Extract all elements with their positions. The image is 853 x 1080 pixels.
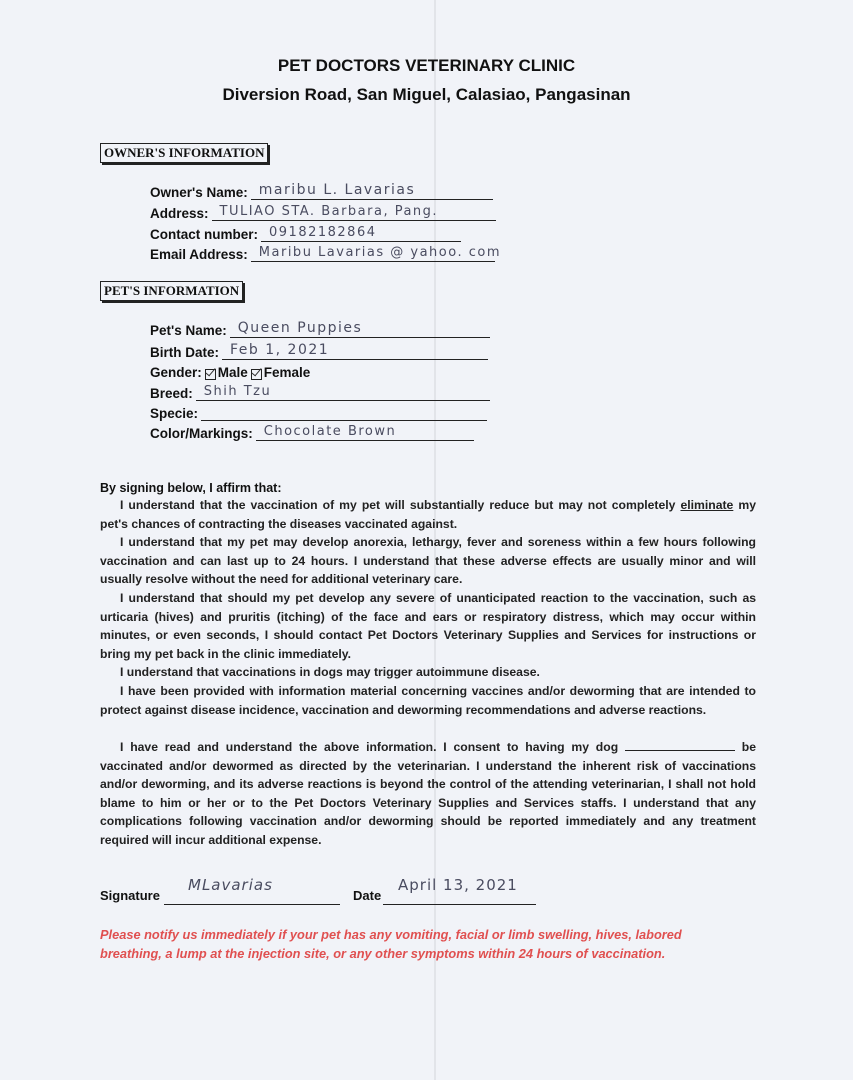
signature-label: Signature bbox=[100, 888, 160, 903]
pet-name-row bbox=[150, 318, 490, 338]
birth-date-field[interactable] bbox=[222, 341, 488, 360]
consent-paragraph-1 bbox=[100, 496, 756, 533]
birth-date-value: Feb 1, 2021 bbox=[230, 342, 330, 358]
signature-value: MLavarias bbox=[188, 876, 273, 894]
pet-name-value: Queen Puppies bbox=[237, 320, 363, 336]
clinic-address: Diversion Road, San Miguel, Calasiao, Pangasinan bbox=[222, 85, 631, 104]
gender-row bbox=[150, 360, 310, 380]
male-checkbox[interactable] bbox=[205, 369, 216, 380]
color-label: Color/Markings: bbox=[150, 426, 253, 441]
owner-name-field[interactable] bbox=[251, 181, 493, 200]
breed-value: Shih Tzu bbox=[203, 384, 272, 399]
consent-paragraph-5: I have been provided with information material concerning vaccines and/or deworming that are intended to protect against disease incidence, vaccination and deworming recommendations and adverse reactions. bbox=[100, 684, 756, 717]
pet-section-label: PET'S INFORMATION bbox=[100, 281, 243, 301]
contact-label: Contact number: bbox=[150, 227, 258, 242]
breed-field[interactable] bbox=[196, 382, 490, 401]
email-label: Email Address: bbox=[150, 247, 248, 262]
consent-paragraph-3: I understand that should my pet develop any severe of unanticipated reaction to the vaccination, such as urticaria (hives) and pruritis (itching) of the face and ears or respiratory distress, which may occur within minutes, or even seconds, I should contact Pet Doctors Veterinary Supplies and Services for instructions or bring my pet back in the clinic immediately. bbox=[100, 591, 756, 661]
breed-row bbox=[150, 381, 490, 401]
contact-field[interactable] bbox=[261, 223, 461, 242]
owner-name-label: Owner's Name: bbox=[150, 185, 248, 200]
clinic-name: PET DOCTORS VETERINARY CLINIC bbox=[277, 56, 576, 75]
pet-name-label: Pet's Name: bbox=[150, 323, 227, 338]
consent-paragraph-4: I understand that vaccinations in dogs may trigger autoimmune disease. bbox=[120, 665, 540, 679]
contact-row bbox=[150, 222, 461, 242]
color-value: Chocolate Brown bbox=[263, 424, 397, 439]
date-value: April 13, 2021 bbox=[398, 876, 518, 894]
email-field[interactable] bbox=[251, 243, 501, 262]
owner-name-row bbox=[150, 180, 493, 200]
female-label: Female bbox=[263, 365, 311, 380]
female-checkbox[interactable] bbox=[251, 369, 262, 380]
breed-label: Breed: bbox=[150, 386, 193, 401]
consent-paragraph-2: I understand that my pet may develop anorexia, lethargy, fever and soreness within a few hours following vaccination and can last up to 24 hours. I understand that these adverse effects are usually minor and will usually resolve without the need for additional veterinary care. bbox=[100, 535, 756, 586]
consent-p6-start: I have read and understand the above information. I consent to having my dog bbox=[120, 740, 619, 754]
specie-field[interactable] bbox=[201, 402, 487, 421]
gender-label: Gender: bbox=[150, 365, 202, 380]
address-field[interactable] bbox=[212, 202, 496, 221]
contact-value: 09182182864 bbox=[269, 225, 377, 240]
color-row bbox=[150, 421, 474, 441]
date-label: Date bbox=[353, 888, 382, 903]
email-row bbox=[150, 242, 501, 262]
address-label: Address: bbox=[150, 206, 209, 221]
address-value: TULIAO STA. Barbara, Pang. bbox=[219, 204, 439, 219]
owner-name-value: maribu L. Lavarias bbox=[258, 182, 416, 198]
pet-name-field[interactable] bbox=[230, 319, 490, 338]
consent-p1-start: I understand that the vaccination of my pet will substantially reduce but may not completely bbox=[120, 498, 676, 512]
address-row bbox=[150, 201, 496, 221]
consent-paragraph-6 bbox=[100, 738, 756, 849]
notice-text: Please notify us immediately if your pet has any vomiting, facial or limb swelling, hives, labored breathing, a lump at the injection site, or any other symptoms within 24 hours of vaccination. bbox=[100, 927, 682, 961]
male-label: Male bbox=[217, 365, 248, 380]
birth-date-label: Birth Date: bbox=[150, 345, 220, 360]
email-value: Maribu Lavarias @ yahoo. com bbox=[258, 245, 501, 260]
owner-section-label: OWNER'S INFORMATION bbox=[100, 143, 268, 163]
consent-p6-end: be vaccinated and/or dewormed as directed by the veterinarian. I understand the inherent risk of vaccinations and/or deworming, and its adverse reactions is beyond the control of the attending veterinarian, I shall not hold blame to him or her or to the Pet Doctors Veterinary Supplies and Services staffs. I understand that any complications following vaccination and/or deworming should be reported immediately and any treatment required will incur additional expense. bbox=[100, 740, 757, 847]
consent-title: By signing below, I affirm that: bbox=[100, 481, 282, 495]
specie-row bbox=[150, 401, 487, 421]
dog-name-blank[interactable] bbox=[625, 738, 735, 751]
consent-p1-end: my pet's chances of contracting the diseases vaccinated against. bbox=[100, 498, 756, 531]
birth-date-row bbox=[150, 340, 488, 360]
color-field[interactable] bbox=[256, 422, 474, 441]
specie-label: Specie: bbox=[150, 406, 199, 421]
consent-p1-underlined: eliminate bbox=[680, 498, 734, 512]
